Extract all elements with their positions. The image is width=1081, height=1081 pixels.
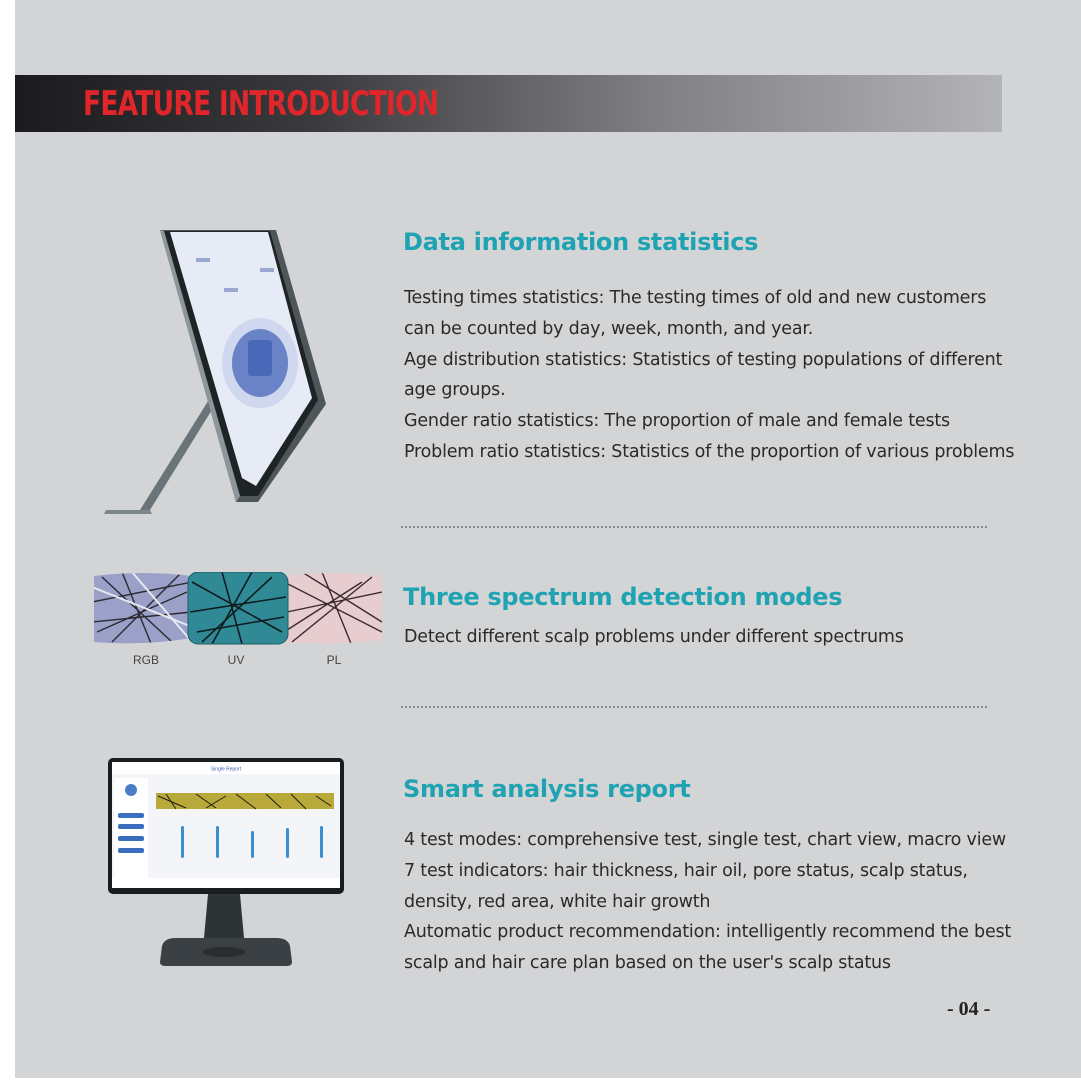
monitor-screen-header: Single Report [210,766,242,773]
monitor-illustration [106,756,346,970]
text-line: Problem ratio statistics: Statistics of the proportion of various problems [404,441,1015,462]
section-divider [401,706,987,708]
spectrum-label-uv: UV [227,653,245,667]
section-body-data-statistics [404,283,1014,468]
section-title-spectrum-modes: Three spectrum detection modes [403,583,843,611]
section-body-spectrum-modes [404,622,904,653]
section-title-data-statistics: Data information statistics [403,228,759,256]
text-line: Gender ratio statistics: The proportion of male and female tests [404,411,950,432]
text-line: 7 test indicators: hair thickness, hair oil, pore status, scalp status, [404,860,968,881]
text-line: scalp and hair care plan based on the user's scalp status [404,953,891,974]
page-number: - 04 - [947,998,991,1020]
spectrum-label-pl: PL [326,653,342,667]
banner-title: FEATURE INTRODUCTION [83,84,439,124]
text-line: Detect different scalp problems under different spectrums [404,627,904,647]
spectrum-images [92,572,384,646]
section-body-smart-report [404,825,1011,979]
text-line: 4 test modes: comprehensive test, single test, chart view, macro view [404,830,1007,850]
section-divider [401,526,987,528]
text-line: Automatic product recommendation: intelligently recommend the best [404,922,1012,943]
header-banner [15,75,1002,132]
text-line: Age distribution statistics: Statistics of testing populations of different [404,349,1003,370]
section-title-smart-report: Smart analysis report [403,775,691,803]
text-line: can be counted by day, week, month, and year. [404,318,814,339]
text-line: density, red area, white hair growth [404,891,711,912]
spectrum-label-rgb: RGB [132,653,159,667]
text-line: age groups. [404,380,506,401]
tablet-illustration [100,228,330,518]
text-line: Testing times statistics: The testing times of old and new customers [404,288,987,308]
